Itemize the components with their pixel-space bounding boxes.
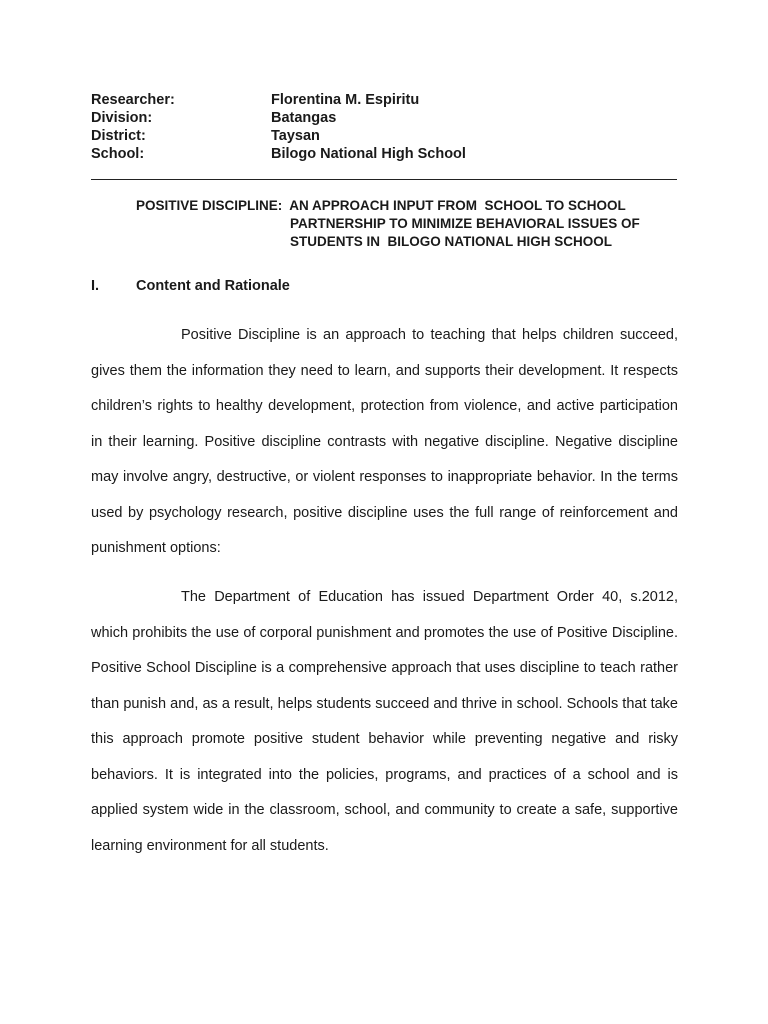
school-row bbox=[91, 145, 466, 163]
division-row bbox=[91, 109, 466, 127]
researcher-label: Researcher: bbox=[91, 92, 175, 108]
district-label: District: bbox=[91, 128, 146, 144]
researcher-value: Florentina M. Espiritu bbox=[271, 92, 420, 108]
district-value: Taysan bbox=[271, 128, 320, 144]
school-value: Bilogo National High School bbox=[271, 146, 466, 162]
paragraph-1: Positive Discipline is an approach to teaching that helps children succeed, gives them the information they need to learn, and supports their development. It respects children’s rights to healthy development, protection from violence, and active participation in their learning. Positive discipline contrasts with negative discipline. Negative discipline may involve angry, destructive, or violent responses to inappropriate behavior. In the terms used by psychology research, positive discipline uses the full range of reinforcement and punishment options: bbox=[91, 327, 678, 556]
researcher-row bbox=[91, 91, 466, 109]
researcher-info-block bbox=[91, 91, 466, 163]
paragraph-2: The Department of Education has issued Department Order 40, s.2012, which prohibits the use of corporal punishment and promotes the use of Positive Discipline. Positive School Discipline is a comprehensive approach that uses discipline to teach rather than punish and, as a result, helps students succeed and thrive in school. Schools that take this approach promote positive student behavior while preventing negative and risky behaviors. It is integrated into the policies, programs, and practices of a school and is applied system wide in the classroom, school, and community to create a safe, supportive learning environment for all students. bbox=[91, 589, 678, 854]
title-line-3: STUDENTS IN BILOGO NATIONAL HIGH SCHOOL bbox=[290, 234, 613, 249]
section-number: I. bbox=[91, 278, 100, 294]
division-label: Division: bbox=[91, 110, 153, 126]
section-heading bbox=[91, 277, 290, 295]
school-label: School: bbox=[91, 146, 145, 162]
district-row bbox=[91, 127, 466, 145]
title-line-2: PARTNERSHIP TO MINIMIZE BEHAVIORAL ISSUES OF bbox=[290, 216, 640, 231]
section-title: Content and Rationale bbox=[136, 278, 290, 294]
document-title bbox=[136, 197, 640, 251]
header-divider bbox=[91, 179, 677, 180]
title-line-1: POSITIVE DISCIPLINE: AN APPROACH INPUT FROM SCHOOL TO SCHOOL bbox=[136, 198, 626, 213]
division-value: Batangas bbox=[271, 110, 337, 126]
